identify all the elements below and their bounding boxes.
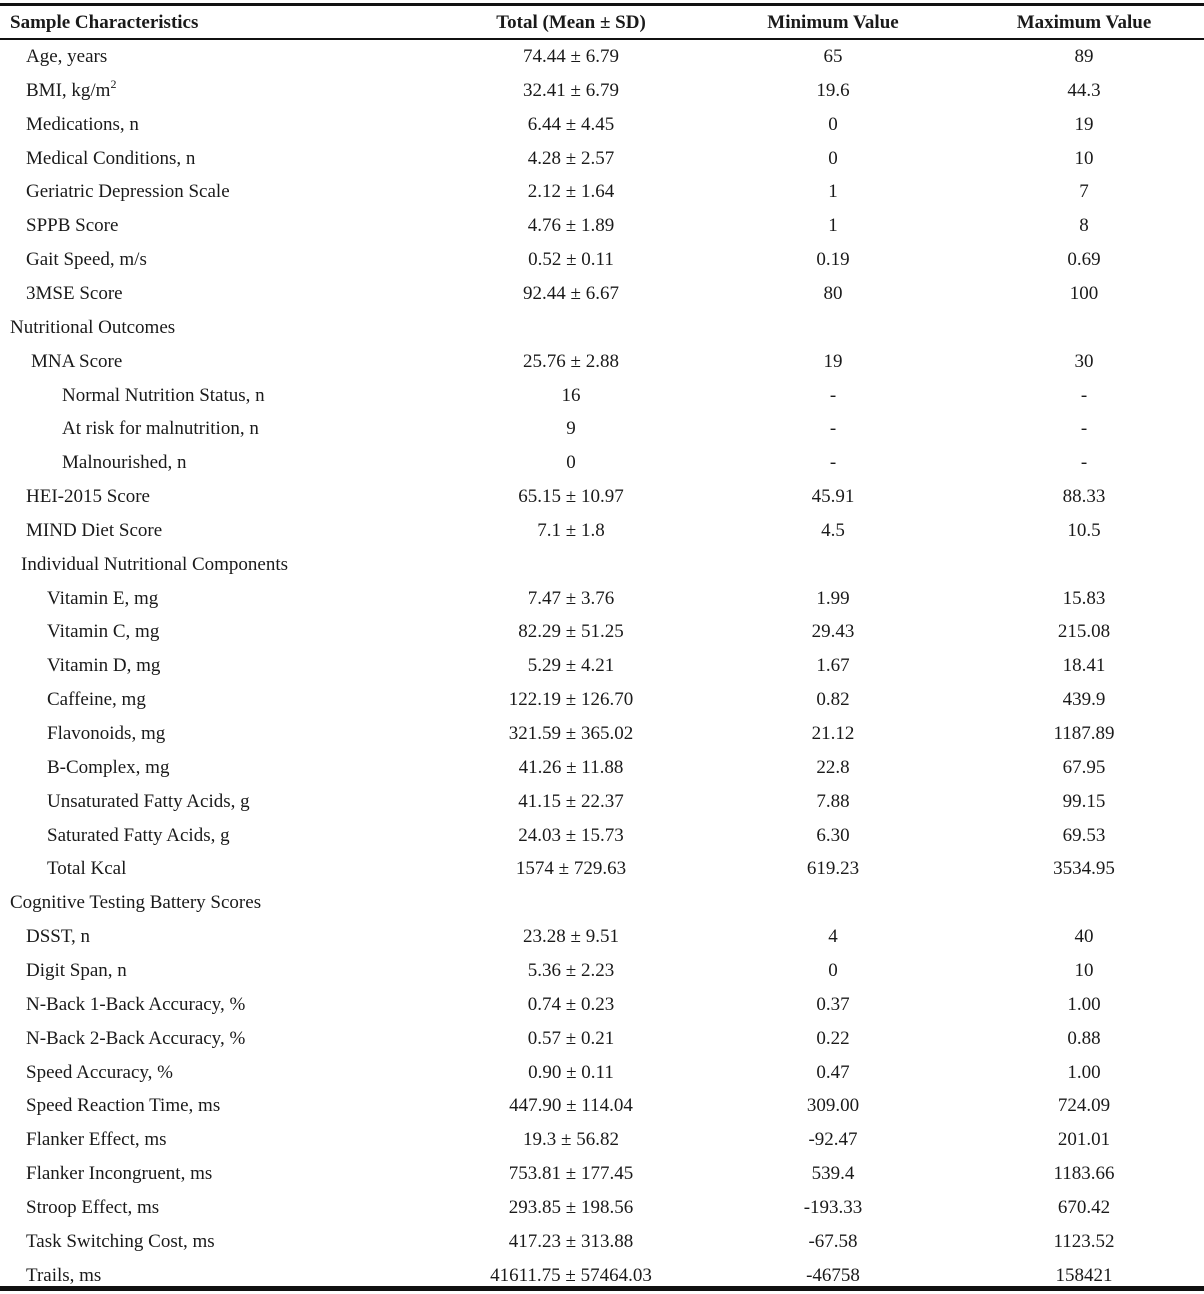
max-cell: -	[1080, 452, 1088, 474]
row-label	[0, 615, 487, 649]
total-cell: 24.03 ± 15.73	[518, 824, 624, 846]
row-label	[0, 852, 487, 886]
max-cell	[964, 311, 1204, 345]
total-cell: 4.28 ± 2.57	[527, 147, 615, 169]
table-row	[0, 548, 1204, 582]
total-cell: 92.44 ± 6.67	[523, 282, 619, 304]
row-label-text: B-Complex, mg	[47, 756, 170, 778]
table-row	[0, 1022, 1204, 1056]
table-row	[0, 142, 1204, 176]
total-cell: 417.23 ± 313.88	[508, 1230, 634, 1252]
min-cell: 539.4	[811, 1163, 855, 1185]
row-label-text: N-Back 1-Back Accuracy, %	[26, 993, 246, 1015]
row-label	[0, 1225, 466, 1259]
row-label	[0, 243, 466, 277]
table-row	[0, 514, 1204, 548]
table-row	[0, 582, 1204, 616]
row-label-text: Speed Reaction Time, ms	[26, 1095, 221, 1117]
max-cell	[964, 548, 1204, 582]
total-cell: 0	[566, 452, 576, 474]
max-cell: 7	[1079, 181, 1089, 203]
max-cell: 40	[1074, 926, 1094, 948]
max-cell: 3534.95	[1053, 858, 1115, 880]
min-cell: 1	[828, 181, 838, 203]
min-cell: 0.37	[816, 993, 850, 1015]
row-label	[0, 954, 466, 988]
row-label	[0, 717, 487, 751]
total-cell: 74.44 ± 6.79	[523, 46, 619, 67]
table-row	[0, 1123, 1204, 1157]
min-cell: -67.58	[808, 1230, 858, 1252]
row-label	[0, 1089, 466, 1123]
max-cell: 215.08	[1057, 621, 1111, 643]
max-cell: 439.9	[1062, 689, 1106, 711]
max-cell: 8	[1079, 215, 1089, 237]
min-cell: 65	[823, 46, 843, 67]
min-cell: 4	[828, 926, 838, 948]
row-label	[0, 886, 450, 920]
row-label-text: Gait Speed, m/s	[26, 249, 147, 271]
row-label-text: Vitamin D, mg	[47, 655, 161, 677]
row-label	[0, 175, 466, 209]
max-cell: 67.95	[1062, 756, 1106, 778]
min-cell: 1	[828, 215, 838, 237]
table-row	[0, 649, 1204, 683]
min-cell: -	[829, 452, 837, 474]
min-cell: 0.19	[816, 249, 850, 271]
max-cell: 19	[1074, 113, 1094, 135]
min-cell: 0.47	[816, 1061, 850, 1083]
total-cell: 753.81 ± 177.45	[508, 1163, 634, 1185]
max-cell: 670.42	[1057, 1196, 1111, 1218]
table-row	[0, 1056, 1204, 1090]
row-label-text: Malnourished, n	[62, 452, 187, 474]
row-label	[0, 142, 466, 176]
row-label-text: Task Switching Cost, ms	[26, 1230, 215, 1252]
total-cell: 321.59 ± 365.02	[508, 723, 634, 744]
max-cell: 1.00	[1067, 1061, 1101, 1083]
table-bottom-rule	[0, 1286, 1204, 1291]
total-cell: 2.12 ± 1.64	[527, 181, 615, 203]
min-cell	[702, 548, 964, 582]
row-label	[0, 683, 487, 717]
min-cell: -46758	[806, 1264, 860, 1286]
row-label	[0, 1191, 466, 1225]
max-cell: 18.41	[1062, 655, 1106, 677]
total-cell: 9	[566, 418, 576, 440]
table-row	[0, 311, 1204, 345]
min-cell	[702, 311, 964, 345]
min-cell: 29.43	[811, 621, 855, 643]
min-cell: 21.12	[811, 723, 855, 744]
row-label-text: Digit Span, n	[26, 959, 127, 981]
row-label-superscript: 2	[110, 76, 117, 91]
row-label	[0, 209, 466, 243]
max-cell: 30	[1074, 350, 1094, 372]
max-cell: 10	[1074, 147, 1094, 169]
row-label-text: Cognitive Testing Battery Scores	[10, 892, 262, 914]
row-label	[0, 446, 502, 480]
row-label-text: Flavonoids, mg	[47, 723, 166, 744]
row-label-text: Normal Nutrition Status, n	[62, 384, 265, 406]
row-label-text: Age, years	[26, 46, 108, 67]
min-cell: -92.47	[808, 1129, 858, 1151]
total-cell: 65.15 ± 10.97	[518, 486, 624, 508]
min-cell: 22.8	[816, 756, 850, 778]
row-label-text: Stroop Effect, ms	[26, 1196, 160, 1218]
min-cell: 309.00	[806, 1095, 860, 1117]
row-label-text: Saturated Fatty Acids, g	[47, 824, 230, 846]
table-row	[0, 345, 1204, 379]
row-label	[0, 514, 466, 548]
row-label	[0, 1157, 466, 1191]
table-row	[0, 852, 1204, 886]
min-cell: 19	[823, 350, 843, 372]
row-label	[0, 988, 466, 1022]
table-row	[0, 751, 1204, 785]
max-cell: -	[1080, 384, 1088, 406]
row-label-text: Unsaturated Fatty Acids, g	[47, 790, 250, 812]
table-row	[0, 819, 1204, 853]
table-row	[0, 412, 1204, 446]
total-cell: 6.44 ± 4.45	[527, 113, 615, 135]
total-cell: 0.52 ± 0.11	[528, 249, 614, 271]
min-cell: 0	[828, 113, 838, 135]
min-cell: 1.67	[816, 655, 850, 677]
table-row	[0, 446, 1204, 480]
row-label-text: Trails, ms	[26, 1264, 102, 1286]
row-label-text: Vitamin E, mg	[47, 587, 159, 609]
total-cell: 16	[561, 384, 581, 406]
max-cell: 100	[1069, 282, 1099, 304]
row-label	[0, 345, 471, 379]
table-row	[0, 920, 1204, 954]
total-cell: 41.15 ± 22.37	[518, 790, 624, 812]
row-label	[0, 379, 502, 413]
row-label	[0, 751, 487, 785]
min-cell: 45.91	[811, 486, 855, 508]
row-label	[0, 1022, 466, 1056]
max-cell: -	[1080, 418, 1088, 440]
table-row	[0, 379, 1204, 413]
total-cell: 293.85 ± 198.56	[508, 1196, 634, 1218]
total-cell: 0.90 ± 0.11	[528, 1061, 614, 1083]
row-label-text: Nutritional Outcomes	[10, 316, 176, 338]
total-cell: 5.29 ± 4.21	[527, 655, 615, 677]
table-row	[0, 886, 1204, 920]
table-row	[0, 209, 1204, 243]
total-cell: 4.76 ± 1.89	[527, 215, 615, 237]
total-cell	[440, 311, 702, 345]
row-label-text: Vitamin C, mg	[47, 621, 160, 643]
total-cell: 41611.75 ± 57464.03	[490, 1264, 652, 1286]
total-cell: 19.3 ± 56.82	[523, 1129, 619, 1151]
row-label	[0, 40, 466, 74]
max-cell: 1187.89	[1053, 723, 1115, 744]
row-label	[0, 108, 466, 142]
table-row	[0, 1225, 1204, 1259]
table-row	[0, 1089, 1204, 1123]
table-row	[0, 480, 1204, 514]
table-row	[0, 717, 1204, 751]
table-header-row	[0, 6, 1204, 38]
table-row	[0, 108, 1204, 142]
max-cell: 158421	[1055, 1264, 1113, 1286]
table-row	[0, 785, 1204, 819]
total-cell: 23.28 ± 9.51	[523, 926, 619, 948]
min-cell: 619.23	[806, 858, 860, 880]
row-label	[0, 1123, 466, 1157]
row-label-text: Total Kcal	[47, 858, 127, 880]
header-maximum: Maximum Value	[1016, 12, 1152, 33]
row-label-text: HEI-2015 Score	[26, 486, 150, 508]
row-label-text: Medical Conditions, n	[26, 147, 196, 169]
min-cell: 0.22	[816, 1027, 850, 1049]
table-row	[0, 74, 1204, 108]
max-cell: 69.53	[1062, 824, 1106, 846]
max-cell: 10.5	[1067, 519, 1101, 541]
row-label	[0, 277, 466, 311]
max-cell: 10	[1074, 959, 1094, 981]
min-cell: -193.33	[803, 1196, 863, 1218]
total-cell: 41.26 ± 11.88	[518, 756, 624, 778]
row-label	[0, 785, 487, 819]
row-label-text: BMI, kg/m	[26, 79, 111, 101]
row-label-text: Geriatric Depression Scale	[26, 181, 230, 203]
max-cell: 44.3	[1067, 79, 1101, 101]
row-label-text: N-Back 2-Back Accuracy, %	[26, 1027, 246, 1049]
table-row	[0, 175, 1204, 209]
total-cell: 5.36 ± 2.23	[527, 959, 615, 981]
max-cell: 1183.66	[1053, 1163, 1115, 1185]
min-cell: 0.82	[816, 689, 850, 711]
row-label	[0, 1056, 466, 1090]
min-cell: 4.5	[821, 519, 845, 541]
total-cell: 32.41 ± 6.79	[523, 79, 619, 101]
table-row	[0, 615, 1204, 649]
row-label-text: Caffeine, mg	[47, 689, 146, 711]
total-cell: 7.47 ± 3.76	[527, 587, 615, 609]
header-minimum: Minimum Value	[767, 12, 899, 33]
max-cell: 88.33	[1062, 486, 1106, 508]
min-cell: 0	[828, 959, 838, 981]
row-label	[0, 74, 466, 108]
row-label-text: Speed Accuracy, %	[26, 1061, 174, 1083]
max-cell: 201.01	[1057, 1129, 1111, 1151]
row-label-text: Medications, n	[26, 113, 139, 135]
min-cell: -	[829, 384, 837, 406]
table-row	[0, 988, 1204, 1022]
max-cell: 15.83	[1062, 587, 1106, 609]
row-label	[0, 548, 461, 582]
min-cell: 19.6	[816, 79, 850, 101]
total-cell	[440, 886, 702, 920]
table-row	[0, 40, 1204, 74]
row-label	[0, 311, 450, 345]
row-label-text: 3MSE Score	[26, 282, 123, 304]
row-label-text: Flanker Incongruent, ms	[26, 1163, 213, 1185]
row-label	[0, 480, 466, 514]
row-label-text: MIND Diet Score	[26, 519, 163, 541]
table-row	[0, 277, 1204, 311]
total-cell: 1574 ± 729.63	[515, 858, 627, 880]
total-cell: 25.76 ± 2.88	[523, 350, 619, 372]
total-cell: 7.1 ± 1.8	[537, 519, 605, 541]
min-cell: 80	[823, 282, 843, 304]
total-cell	[440, 548, 702, 582]
table-row	[0, 683, 1204, 717]
max-cell	[964, 886, 1204, 920]
max-cell: 724.09	[1057, 1095, 1111, 1117]
table-row	[0, 243, 1204, 277]
max-cell: 0.69	[1067, 249, 1101, 271]
min-cell	[702, 886, 964, 920]
max-cell: 99.15	[1062, 790, 1106, 812]
total-cell: 0.74 ± 0.23	[527, 993, 615, 1015]
row-label-text: SPPB Score	[26, 215, 119, 237]
header-sample-characteristics: Sample Characteristics	[10, 12, 199, 33]
row-label-text: Flanker Effect, ms	[26, 1129, 167, 1151]
row-label-text: DSST, n	[26, 926, 91, 948]
table-row	[0, 954, 1204, 988]
total-cell: 122.19 ± 126.70	[508, 689, 634, 711]
max-cell: 1.00	[1067, 993, 1101, 1015]
min-cell: 7.88	[816, 790, 850, 812]
min-cell: 6.30	[816, 824, 850, 846]
row-label-text: MNA Score	[31, 350, 123, 372]
table-row	[0, 1191, 1204, 1225]
row-label	[0, 819, 487, 853]
row-label-text: Individual Nutritional Components	[21, 553, 289, 575]
max-cell: 1123.52	[1053, 1230, 1115, 1252]
min-cell: 1.99	[816, 587, 850, 609]
min-cell: -	[829, 418, 837, 440]
row-label	[0, 412, 502, 446]
max-cell: 89	[1074, 46, 1094, 67]
row-label	[0, 649, 487, 683]
row-label-text: At risk for malnutrition, n	[62, 418, 259, 440]
total-cell: 0.57 ± 0.21	[527, 1027, 615, 1049]
total-cell: 82.29 ± 51.25	[518, 621, 624, 643]
min-cell: 0	[828, 147, 838, 169]
header-total: Total (Mean ± SD)	[496, 12, 646, 33]
table-row	[0, 1157, 1204, 1191]
row-label	[0, 920, 466, 954]
row-label	[0, 582, 487, 616]
total-cell: 447.90 ± 114.04	[509, 1095, 633, 1117]
max-cell: 0.88	[1067, 1027, 1101, 1049]
